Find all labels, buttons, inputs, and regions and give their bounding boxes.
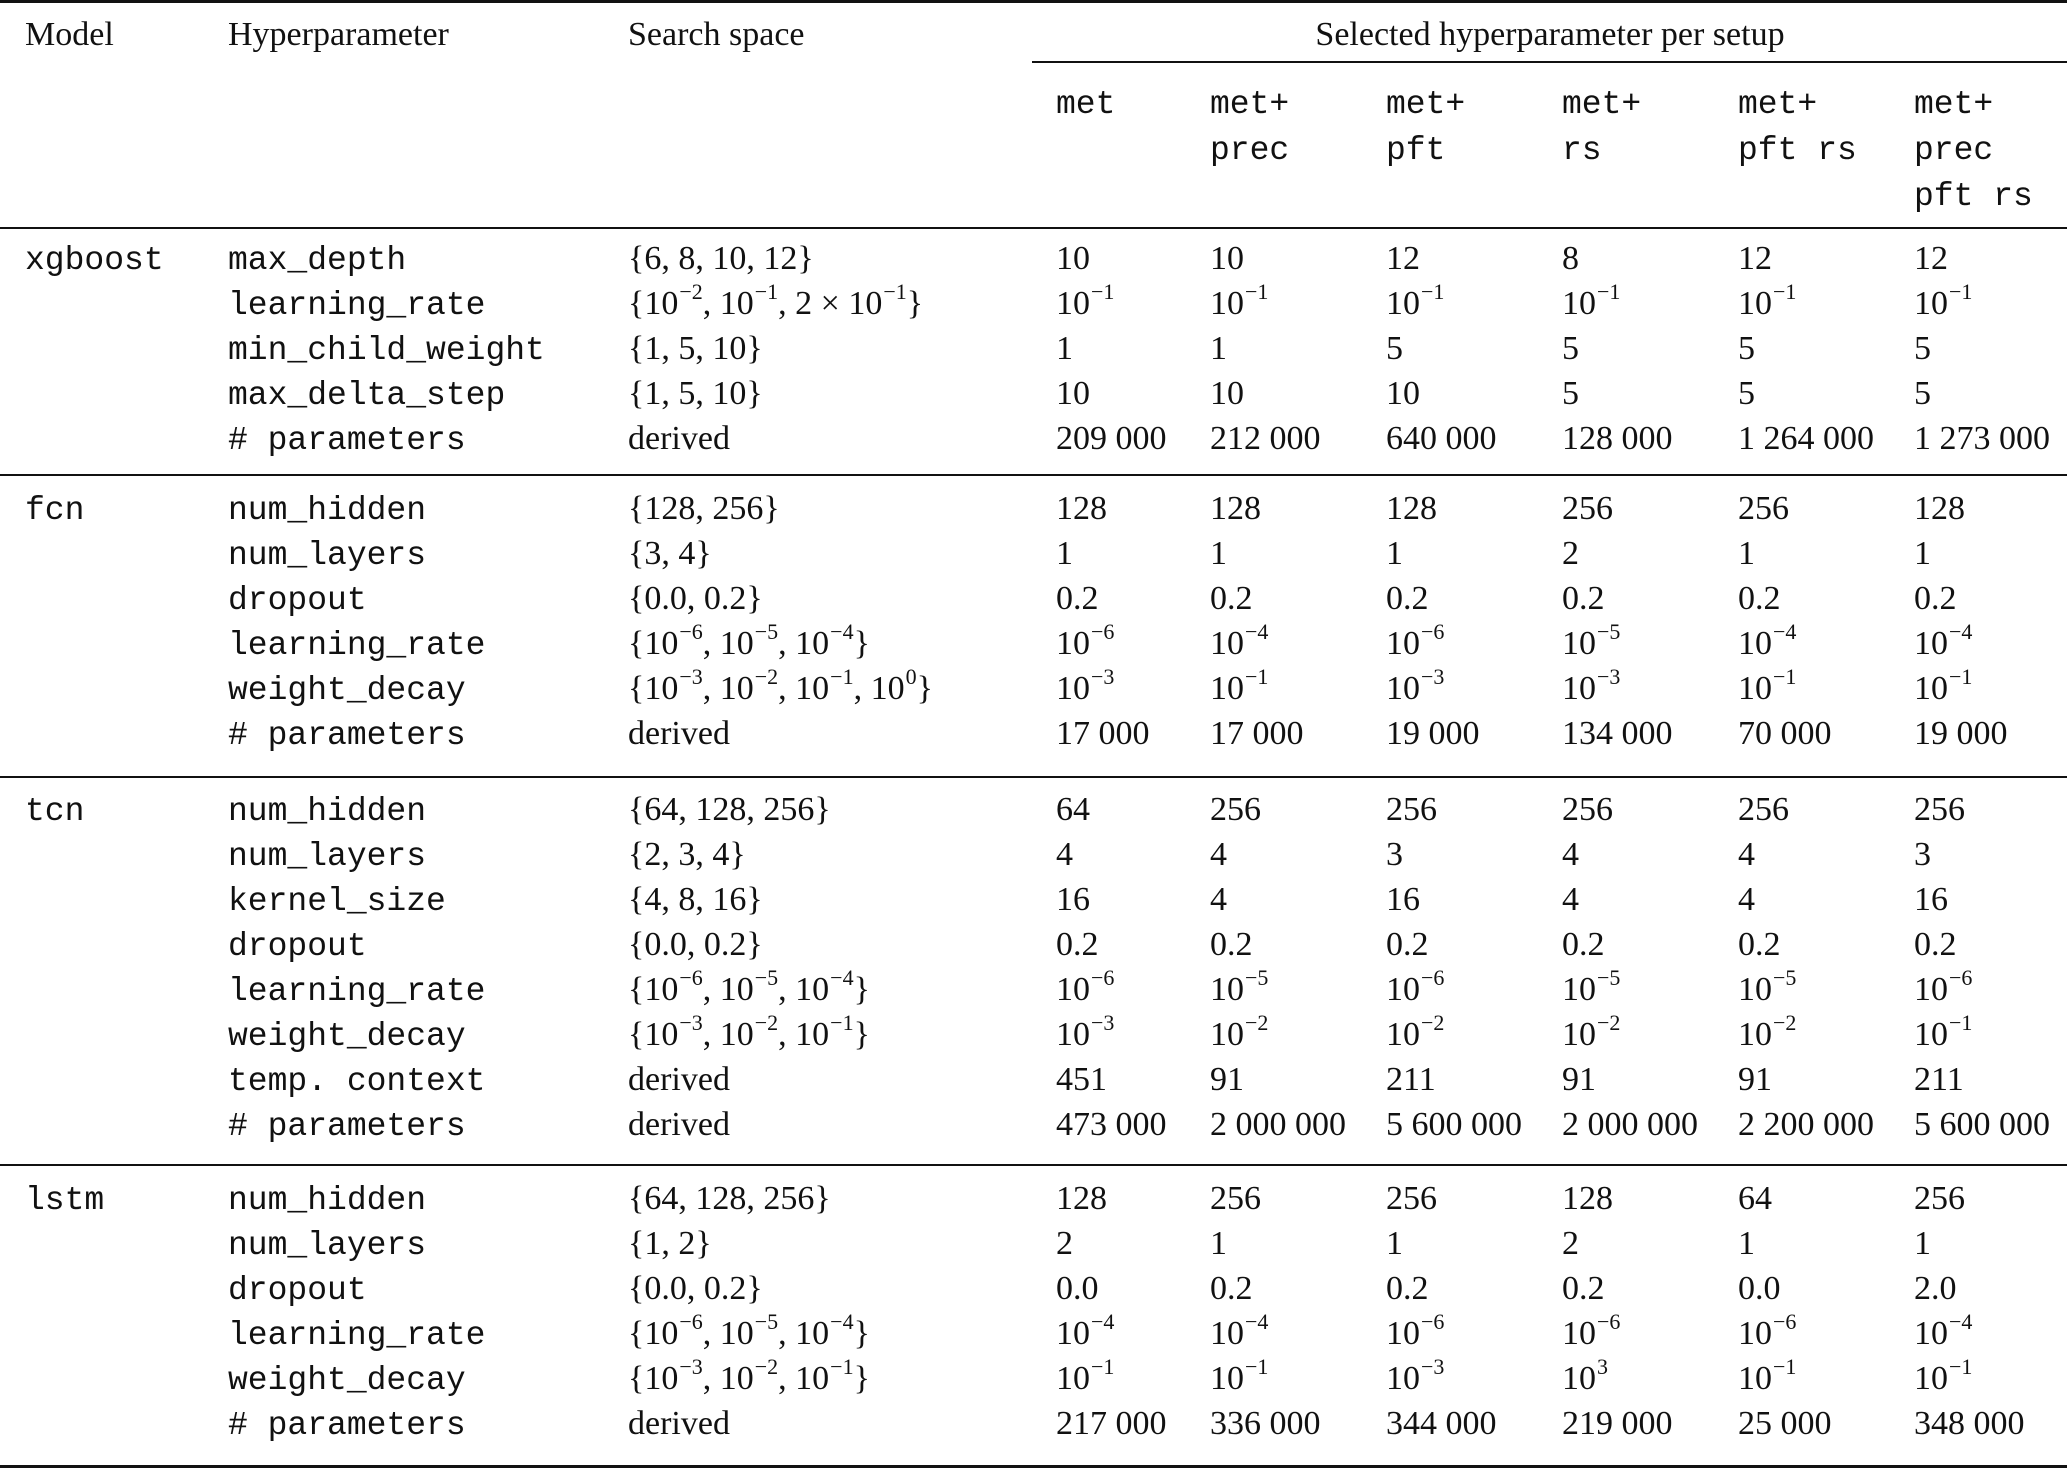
group-separator-0 — [0, 227, 2067, 229]
hyperparameter-name: temp. context — [228, 1063, 486, 1100]
hyperparameter-name: learning_rate — [228, 1317, 486, 1354]
setup-header-1-line-1: prec — [1210, 132, 1290, 169]
selected-value-cell: 70 000 — [1738, 715, 1832, 752]
selected-value-cell: 1 — [1914, 1225, 1931, 1262]
hyperparameter-name: weight_decay — [228, 1018, 466, 1055]
selected-value-cell: 256 — [1914, 791, 1965, 828]
selected-value-cell: 0.2 — [1056, 580, 1099, 617]
selected-value-cell: $10^{-6}$ — [1386, 965, 1445, 1008]
model-name: fcn — [25, 492, 85, 529]
selected-value-cell: 0.2 — [1738, 580, 1781, 617]
selected-value-cell: 91 — [1210, 1061, 1244, 1098]
search-space-cell: derived — [628, 1061, 730, 1098]
selected-value-cell: 16 — [1056, 881, 1090, 918]
setup-header-5-line-0: met+ — [1914, 86, 1994, 123]
search-space-cell: {0.0, 0.2} — [628, 580, 763, 617]
selected-value-cell: 5 — [1386, 330, 1403, 367]
search-space-cell: derived — [628, 715, 730, 752]
selected-value-cell: $10^{-2}$ — [1562, 1010, 1621, 1053]
hyperparameter-name: # parameters — [228, 1407, 466, 1444]
selected-value-cell: 473 000 — [1056, 1106, 1167, 1143]
hyperparameter-name: weight_decay — [228, 1362, 466, 1399]
selected-value-cell: 2 — [1056, 1225, 1073, 1262]
selected-value-cell: 64 — [1738, 1180, 1772, 1217]
selected-value-cell: 2.0 — [1914, 1270, 1957, 1307]
hyperparameter-name: dropout — [228, 582, 367, 619]
selected-value-cell: 1 — [1210, 1225, 1227, 1262]
selected-value-cell: $10^{-1}$ — [1210, 1354, 1269, 1397]
hyperparameter-name: num_layers — [228, 838, 427, 875]
hyperparameter-name: learning_rate — [228, 973, 486, 1010]
selected-value-cell: 451 — [1056, 1061, 1107, 1098]
hyperparameter-name: min_child_weight — [228, 332, 545, 369]
selected-value-cell: 5 — [1562, 330, 1579, 367]
selected-value-cell: 256 — [1386, 791, 1437, 828]
selected-value-cell: $10^{-6}$ — [1386, 619, 1445, 662]
selected-value-cell: $10^{-1}$ — [1386, 279, 1445, 322]
selected-value-cell: 12 — [1914, 240, 1948, 277]
selected-value-cell: 128 — [1056, 1180, 1107, 1217]
selected-value-cell: 0.0 — [1056, 1270, 1099, 1307]
setup-header-0-line-0: met — [1056, 86, 1116, 123]
selected-value-cell: $10^{-6}$ — [1386, 1309, 1445, 1352]
selected-value-cell: 5 600 000 — [1386, 1106, 1522, 1143]
search-space-cell: {6, 8, 10, 12} — [628, 240, 814, 277]
selected-value-cell: 219 000 — [1562, 1405, 1673, 1442]
selected-value-cell: 17 000 — [1056, 715, 1150, 752]
selected-value-cell: 4 — [1056, 836, 1073, 873]
selected-value-cell: $10^{-5}$ — [1210, 965, 1269, 1008]
search-space-cell: {4, 8, 16} — [628, 881, 763, 918]
setup-header-1-line-0: met+ — [1210, 86, 1290, 123]
selected-value-cell: 128 — [1386, 490, 1437, 527]
selected-value-cell: $10^{-3}$ — [1386, 664, 1445, 707]
selected-value-cell: $10^{-2}$ — [1210, 1010, 1269, 1053]
selected-value-cell: 1 — [1056, 330, 1073, 367]
selected-value-cell: 2 000 000 — [1210, 1106, 1346, 1143]
selected-value-cell: 0.2 — [1914, 926, 1957, 963]
hyperparameter-name: weight_decay — [228, 672, 466, 709]
selected-value-cell: 2 — [1562, 535, 1579, 572]
selected-value-cell: 5 600 000 — [1914, 1106, 2050, 1143]
selected-value-cell: 8 — [1562, 240, 1579, 277]
selected-value-cell: 12 — [1386, 240, 1420, 277]
selected-value-cell: 348 000 — [1914, 1405, 2025, 1442]
selected-value-cell: 211 — [1386, 1061, 1436, 1098]
selected-value-cell: 10 — [1056, 375, 1090, 412]
selected-value-cell: 2 000 000 — [1562, 1106, 1698, 1143]
selected-value-cell: $10^{-1}$ — [1210, 664, 1269, 707]
hyperparameter-name: dropout — [228, 1272, 367, 1309]
search-space-cell: {$10^{-6}$, $10^{-5}$, $10^{-4}$} — [628, 1309, 870, 1352]
selected-value-cell: $10^{-5}$ — [1738, 965, 1797, 1008]
selected-value-cell: 1 — [1210, 535, 1227, 572]
selected-value-cell: $10^{-6}$ — [1056, 965, 1115, 1008]
selected-value-cell: $10^{-6}$ — [1914, 965, 1973, 1008]
selected-value-cell: 0.2 — [1562, 580, 1605, 617]
selected-value-cell: $10^{-1}$ — [1562, 279, 1621, 322]
selected-value-cell: $10^{-1}$ — [1738, 1354, 1797, 1397]
search-space-cell: {$10^{-3}$, $10^{-2}$, $10^{-1}$} — [628, 1010, 870, 1053]
selected-value-cell: 0.2 — [1056, 926, 1099, 963]
selected-value-cell: 0.2 — [1386, 1270, 1429, 1307]
selected-value-cell: $10^{-4}$ — [1738, 619, 1797, 662]
group-separator-3 — [0, 1164, 2067, 1166]
search-space-cell: {1, 2} — [628, 1225, 712, 1262]
setup-header-5-line-1: prec — [1914, 132, 1994, 169]
selected-value-cell: $10^{-5}$ — [1562, 619, 1621, 662]
selected-value-cell: 211 — [1914, 1061, 1964, 1098]
selected-value-cell: 3 — [1914, 836, 1931, 873]
selected-value-cell: 5 — [1914, 375, 1931, 412]
hyperparameter-name: dropout — [228, 928, 367, 965]
setup-header-4-line-1: pft rs — [1738, 132, 1857, 169]
hyperparameter-name: # parameters — [228, 422, 466, 459]
selected-value-cell: 256 — [1738, 791, 1789, 828]
selected-value-cell: 344 000 — [1386, 1405, 1497, 1442]
search-space-cell: {$10^{-2}$, $10^{-1}$, $2 \times 10^{-1}$} — [628, 279, 924, 322]
selected-value-cell: $10^{-3}$ — [1056, 1010, 1115, 1053]
selected-value-cell: $10^{-1}$ — [1914, 1010, 1973, 1053]
model-name: tcn — [25, 793, 85, 830]
selected-value-cell: 25 000 — [1738, 1405, 1832, 1442]
selected-value-cell: 336 000 — [1210, 1405, 1321, 1442]
selected-value-cell: $10^{-1}$ — [1738, 279, 1797, 322]
search-space-cell: {0.0, 0.2} — [628, 1270, 763, 1307]
hyperparameter-name: num_layers — [228, 537, 427, 574]
selected-value-cell: 128 — [1914, 490, 1965, 527]
selected-value-cell: $10^{-1}$ — [1210, 279, 1269, 322]
selected-value-cell: 4 — [1210, 836, 1227, 873]
selected-value-cell: $10^{-1}$ — [1738, 664, 1797, 707]
search-space-cell: {64, 128, 256} — [628, 1180, 831, 1217]
selected-value-cell: $10^{-1}$ — [1914, 279, 1973, 322]
selected-value-cell: $10^{-1}$ — [1056, 1354, 1115, 1397]
selected-value-cell: $10^{-2}$ — [1386, 1010, 1445, 1053]
search-space-cell: {0.0, 0.2} — [628, 926, 763, 963]
model-name: lstm — [25, 1182, 105, 1219]
selected-value-cell: 5 — [1738, 330, 1755, 367]
selected-value-cell: 4 — [1738, 881, 1755, 918]
selected-value-cell: 4 — [1210, 881, 1227, 918]
selected-value-cell: $10^{-6}$ — [1056, 619, 1115, 662]
selected-value-cell: 0.2 — [1914, 580, 1957, 617]
selected-value-cell: 256 — [1210, 791, 1261, 828]
selected-value-cell: 17 000 — [1210, 715, 1304, 752]
header-search-space: Search space — [628, 16, 805, 53]
selected-value-cell: $10^{-2}$ — [1738, 1010, 1797, 1053]
setup-header-5-line-2: pft rs — [1914, 178, 2033, 215]
selected-value-cell: 1 — [1386, 1225, 1403, 1262]
selected-value-cell: 4 — [1738, 836, 1755, 873]
search-space-cell: {128, 256} — [628, 490, 780, 527]
selected-value-cell: 1 — [1210, 330, 1227, 367]
selected-value-cell: 5 — [1738, 375, 1755, 412]
selected-value-cell: 10 — [1386, 375, 1420, 412]
search-space-cell: {2, 3, 4} — [628, 836, 746, 873]
selected-value-cell: $10^{-4}$ — [1210, 1309, 1269, 1352]
selected-value-cell: 256 — [1386, 1180, 1437, 1217]
top-rule — [0, 0, 2067, 3]
selected-value-cell: 0.2 — [1386, 580, 1429, 617]
selected-value-cell: 256 — [1738, 490, 1789, 527]
selected-value-cell: $10^{-6}$ — [1562, 1309, 1621, 1352]
hyperparameter-name: learning_rate — [228, 287, 486, 324]
search-space-cell: derived — [628, 1106, 730, 1143]
selected-value-cell: $10^{-3}$ — [1056, 664, 1115, 707]
selected-value-cell: $10^{-1}$ — [1914, 664, 1973, 707]
selected-value-cell: 0.2 — [1210, 926, 1253, 963]
hyperparameter-name: num_hidden — [228, 1182, 427, 1219]
search-space-cell: {3, 4} — [628, 535, 712, 572]
hyperparameter-name: num_layers — [228, 1227, 427, 1264]
selected-value-cell: 134 000 — [1562, 715, 1673, 752]
selected-value-cell: 1 264 000 — [1738, 420, 1874, 457]
search-space-cell: {$10^{-3}$, $10^{-2}$, $10^{-1}$, $10^0$} — [628, 664, 933, 707]
selected-value-cell: 212 000 — [1210, 420, 1321, 457]
selected-value-cell: 2 — [1562, 1225, 1579, 1262]
selected-value-cell: 12 — [1738, 240, 1772, 277]
hyperparameter-name: max_depth — [228, 242, 407, 279]
selected-value-cell: 16 — [1914, 881, 1948, 918]
hyperparameter-name: # parameters — [228, 717, 466, 754]
selected-value-cell: 2 200 000 — [1738, 1106, 1874, 1143]
selected-value-cell: 128 — [1210, 490, 1261, 527]
selected-value-cell: 5 — [1562, 375, 1579, 412]
selected-value-cell: 91 — [1738, 1061, 1772, 1098]
selected-value-cell: 0.2 — [1210, 580, 1253, 617]
selected-value-cell: 0.0 — [1738, 1270, 1781, 1307]
selected-value-cell: 4 — [1562, 836, 1579, 873]
selected-value-cell: 64 — [1056, 791, 1090, 828]
hyperparameter-name: learning_rate — [228, 627, 486, 664]
search-space-cell: derived — [628, 420, 730, 457]
selected-value-cell: 0.2 — [1738, 926, 1781, 963]
search-space-cell: {64, 128, 256} — [628, 791, 831, 828]
hyperparameter-name: kernel_size — [228, 883, 446, 920]
selected-value-cell: $10^{-1}$ — [1914, 1354, 1973, 1397]
selected-value-cell: 0.2 — [1386, 926, 1429, 963]
selected-value-cell: 256 — [1562, 791, 1613, 828]
header-model: Model — [25, 16, 114, 53]
selected-value-cell: 128 — [1056, 490, 1107, 527]
selected-value-cell: 128 000 — [1562, 420, 1673, 457]
selected-value-cell: 1 273 000 — [1914, 420, 2050, 457]
selected-value-cell: $10^{-4}$ — [1914, 1309, 1973, 1352]
selected-value-cell: 19 000 — [1386, 715, 1480, 752]
header-hyperparameter: Hyperparameter — [228, 16, 449, 53]
selected-value-cell: 10 — [1210, 240, 1244, 277]
setup-header-3-line-1: rs — [1562, 132, 1602, 169]
selected-value-cell: 217 000 — [1056, 1405, 1167, 1442]
bottom-rule — [0, 1465, 2067, 1468]
selected-value-cell: $10^{-4}$ — [1210, 619, 1269, 662]
selected-value-cell: $10^{-4}$ — [1056, 1309, 1115, 1352]
hyperparameter-name: num_hidden — [228, 793, 427, 830]
search-space-cell: {$10^{-6}$, $10^{-5}$, $10^{-4}$} — [628, 965, 870, 1008]
selected-value-cell: 1 — [1738, 535, 1755, 572]
header-subrule — [1032, 61, 2067, 63]
search-space-cell: {1, 5, 10} — [628, 330, 763, 367]
selected-value-cell: 19 000 — [1914, 715, 2008, 752]
selected-value-cell: 256 — [1210, 1180, 1261, 1217]
selected-value-cell: 128 — [1562, 1180, 1613, 1217]
search-space-cell: {$10^{-3}$, $10^{-2}$, $10^{-1}$} — [628, 1354, 870, 1397]
selected-value-cell: 16 — [1386, 881, 1420, 918]
setup-header-4-line-0: met+ — [1738, 86, 1818, 123]
selected-value-cell: 1 — [1738, 1225, 1755, 1262]
search-space-cell: derived — [628, 1405, 730, 1442]
selected-value-cell: $10^{-3}$ — [1562, 664, 1621, 707]
group-separator-1 — [0, 474, 2067, 476]
selected-value-cell: $10^{-6}$ — [1738, 1309, 1797, 1352]
selected-value-cell: 1 — [1056, 535, 1073, 572]
selected-value-cell: 10 — [1056, 240, 1090, 277]
selected-value-cell: 4 — [1562, 881, 1579, 918]
selected-value-cell: $10^{-5}$ — [1562, 965, 1621, 1008]
model-name: xgboost — [25, 242, 164, 279]
selected-value-cell: $10^{-4}$ — [1914, 619, 1973, 662]
selected-value-cell: 640 000 — [1386, 420, 1497, 457]
selected-value-cell: 5 — [1914, 330, 1931, 367]
selected-value-cell: $10^{-3}$ — [1386, 1354, 1445, 1397]
setup-header-2-line-1: pft — [1386, 132, 1446, 169]
header-selected-per-setup: Selected hyperparameter per setup — [1315, 16, 1785, 53]
selected-value-cell: 1 — [1914, 535, 1931, 572]
selected-value-cell: 3 — [1386, 836, 1403, 873]
search-space-cell: {$10^{-6}$, $10^{-5}$, $10^{-4}$} — [628, 619, 870, 662]
selected-value-cell: 0.2 — [1210, 1270, 1253, 1307]
hyperparameter-name: max_delta_step — [228, 377, 506, 414]
selected-value-cell: 256 — [1914, 1180, 1965, 1217]
selected-value-cell: $10^3$ — [1562, 1354, 1608, 1397]
selected-value-cell: 209 000 — [1056, 420, 1167, 457]
hyperparameter-name: # parameters — [228, 1108, 466, 1145]
selected-value-cell: 1 — [1386, 535, 1403, 572]
selected-value-cell: 256 — [1562, 490, 1613, 527]
setup-header-2-line-0: met+ — [1386, 86, 1466, 123]
group-separator-2 — [0, 776, 2067, 778]
search-space-cell: {1, 5, 10} — [628, 375, 763, 412]
hyperparameter-name: num_hidden — [228, 492, 427, 529]
selected-value-cell: $10^{-1}$ — [1056, 279, 1115, 322]
selected-value-cell: 0.2 — [1562, 1270, 1605, 1307]
selected-value-cell: 91 — [1562, 1061, 1596, 1098]
setup-header-3-line-0: met+ — [1562, 86, 1642, 123]
selected-value-cell: 10 — [1210, 375, 1244, 412]
selected-value-cell: 0.2 — [1562, 926, 1605, 963]
